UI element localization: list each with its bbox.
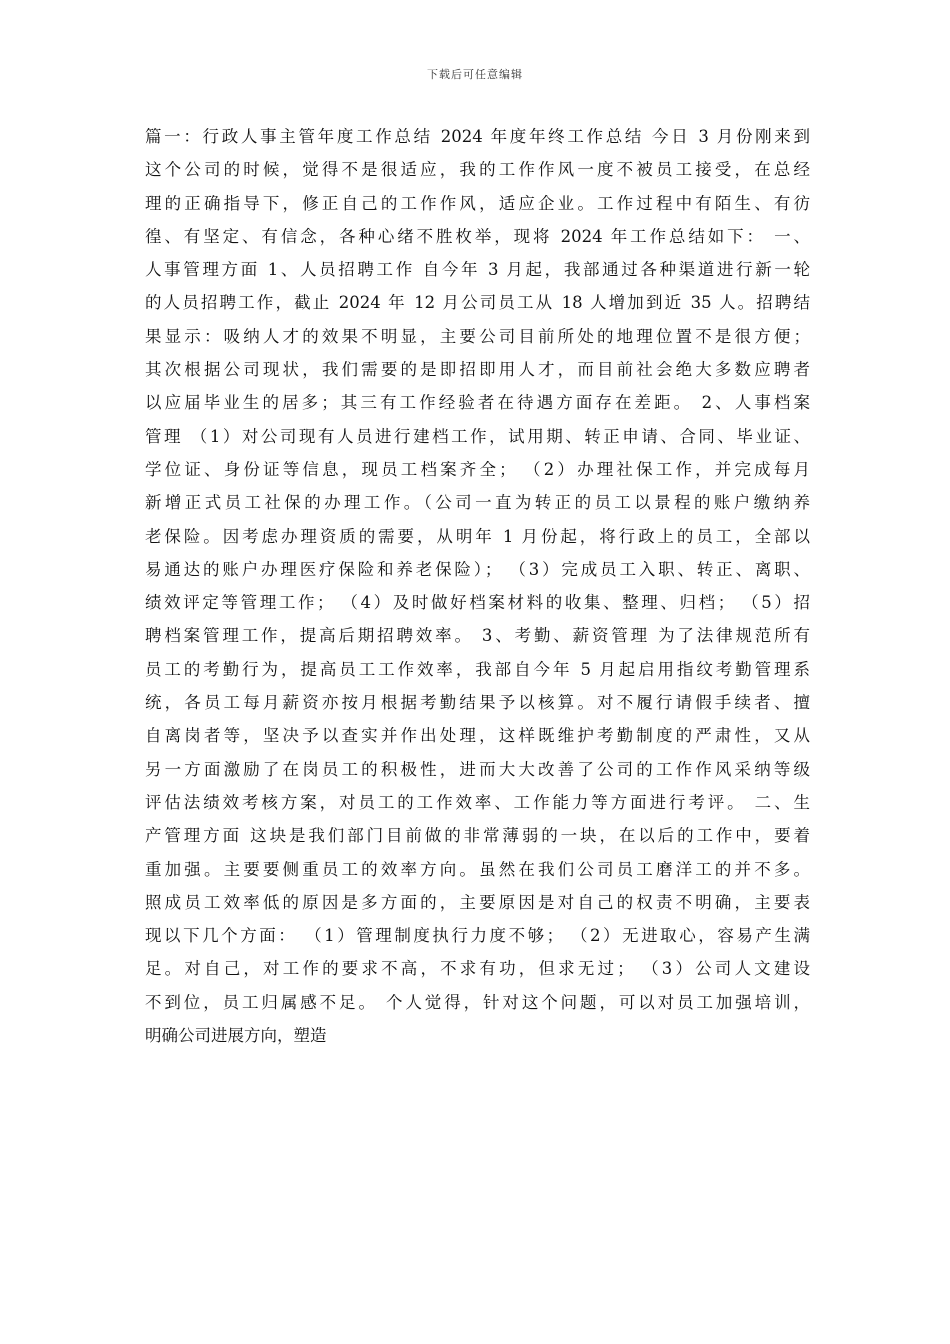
text-line: 新增正式员工社保的办理工作。（公司一直为转正的员工以景程的账户缴纳养 [145, 493, 810, 513]
text-line: 自离岗者等，坚决予以查实并作出处理，这样既维护考勤制度的严肃性，又从 [145, 726, 810, 746]
text-line: 评估法绩效考核方案，对员工的工作效率、工作能力等方面进行考评。 二、生 [145, 792, 810, 812]
text-line: 学位证、身份证等信息，现员工档案齐全； （2）办理社保工作，并完成每月 [145, 459, 810, 479]
text-line: 不到位，员工归属感不足。 个人觉得，针对这个问题，可以对员工加强培训， [145, 992, 810, 1012]
text-line: 足。对自己，对工作的要求不高，不求有功，但求无过； （3）公司人文建设 [145, 959, 810, 979]
header-note: 下载后可任意编辑 [427, 68, 523, 81]
text-line: 果显示：吸纳人才的效果不明显，主要公司目前所处的地理位置不是很方便； [145, 326, 810, 346]
text-line: 篇一：行政人事主管年度工作总结 2024 年度年终工作总结 今日 3 月份刚来到 [145, 127, 810, 146]
text-line: 另一方面激励了在岗员工的积极性，进而大大改善了公司的工作作风采纳等级 [145, 759, 810, 779]
text-line: 易通达的账户办理医疗保险和养老保险）； （3）完成员工入职、转正、离职、 [145, 559, 810, 579]
text-line: 老保险。因考虑办理资质的需要，从明年 1 月份起，将行政上的员工，全部以 [145, 526, 810, 546]
document-body [145, 120, 810, 1052]
text-line: 这个公司的时候，觉得不是很适应，我的工作作风一度不被员工接受，在总经 [145, 160, 810, 180]
text-line: 员工的考勤行为，提高员工工作效率，我部自今年 5 月起启用指纹考勤管理系 [145, 659, 810, 679]
text-line: 现以下几个方面： （1）管理制度执行力度不够； （2）无进取心，容易产生满 [145, 926, 810, 946]
text-line: 人事管理方面 1、人员招聘工作 自今年 3 月起，我部通过各种渠道进行新一轮 [145, 260, 810, 280]
text-line: 其次根据公司现状，我们需要的是即招即用人才，而目前社会绝大多数应聘者 [145, 360, 810, 380]
text-line: 徨、有坚定、有信念，各种心绪不胜枚举，现将 2024 年工作总结如下： 一、 [145, 226, 810, 246]
text-line: 重加强。主要要侧重员工的效率方向。虽然在我们公司员工磨洋工的并不多。 [145, 859, 810, 879]
text-line: 绩效评定等管理工作； （4）及时做好档案材料的收集、整理、归档； （5）招 [145, 593, 810, 613]
text-line: 明确公司进展方向，塑造 [145, 1026, 327, 1046]
text-line: 产管理方面 这块是我们部门目前做的非常薄弱的一块，在以后的工作中，要着 [145, 826, 810, 846]
text-line: 照成员工效率低的原因是多方面的，主要原因是对自己的权责不明确，主要表 [145, 892, 810, 912]
text-line: 聘档案管理工作，提高后期招聘效率。 3、考勤、薪资管理 为了法律规范所有 [145, 626, 810, 646]
text-line: 统，各员工每月薪资亦按月根据考勤结果予以核算。对不履行请假手续者、擅 [145, 693, 810, 713]
text-line: 的人员招聘工作，截止 2024 年 12 月公司员工从 18 人增加到近 35 人。招聘结 [145, 293, 810, 313]
text-line: 以应届毕业生的居多；其三有工作经验者在待遇方面存在差距。 2、人事档案 [145, 393, 810, 413]
text-line: 理的正确指导下，修正自己的工作作风，适应企业。工作过程中有陌生、有彷 [145, 193, 810, 213]
text-line: 管理 （1）对公司现有人员进行建档工作，试用期、转正申请、合同、毕业证、 [145, 426, 810, 446]
